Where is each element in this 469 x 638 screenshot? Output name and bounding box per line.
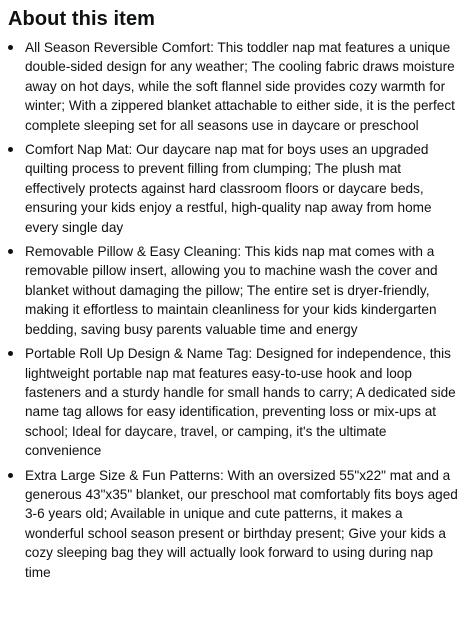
feature-bullet-text: Removable Pillow & Easy Cleaning: This kids nap mat comes with a removable pillow insert, allowing you to machine wash the cover and blanket without damaging the pillow; The entire set is dryer-friendly, making it effortless to maintain cleanliness for your kids kindergarten bedding, saving busy parents valuable time and energy (25, 244, 438, 337)
feature-bullet-text: All Season Reversible Comfort: This toddler nap mat features a unique double-sided design for any weather; The cooling fabric draws moisture away on hot days, while the soft flannel side provides cozy warmth for winter; With a zippered blanket attachable to either side, it is the perfect complete sleeping set for all seasons use in daycare or preschool (25, 40, 455, 133)
feature-bullet (8, 140, 459, 237)
feature-bullet (8, 38, 459, 135)
feature-bullet-list (8, 38, 459, 582)
bullet-dot-icon (8, 147, 13, 152)
bullet-dot-icon (8, 249, 13, 254)
feature-bullet-text: Portable Roll Up Design & Name Tag: Designed for independence, this lightweight portable nap mat features easy-to-use hook and loop fasteners and a sturdy handle for small hands to carry; A dedicated side name tag allows for easy identification, preventing loss or mix-ups at school; Ideal for daycare, travel, or camping, it's the ultimate convenience (25, 346, 456, 459)
bullet-dot-icon (8, 351, 13, 356)
feature-bullet (8, 242, 459, 339)
feature-bullet (8, 466, 459, 582)
bullet-dot-icon (8, 473, 13, 478)
section-title: About this item (8, 8, 156, 30)
bullet-dot-icon (8, 45, 13, 50)
feature-bullet (8, 344, 459, 460)
feature-bullet-text: Comfort Nap Mat: Our daycare nap mat for boys uses an upgraded quilting process to prevent filling from clumping; The plush mat effectively protects against hard classroom floors or daycare beds, ensuring your kids enjoy a restful, high-quality nap away from home every single day (25, 142, 432, 235)
feature-bullet-text: Extra Large Size & Fun Patterns: With an oversized 55"x22" mat and a generous 43"x35" blanket, our preschool mat comfortably fits boys aged 3-6 years old; Available in unique and cute patterns, it makes a wonderful school season present or birthday present; Give your kids a cozy sleeping bag they will actually look forward to using during nap time (25, 467, 458, 580)
